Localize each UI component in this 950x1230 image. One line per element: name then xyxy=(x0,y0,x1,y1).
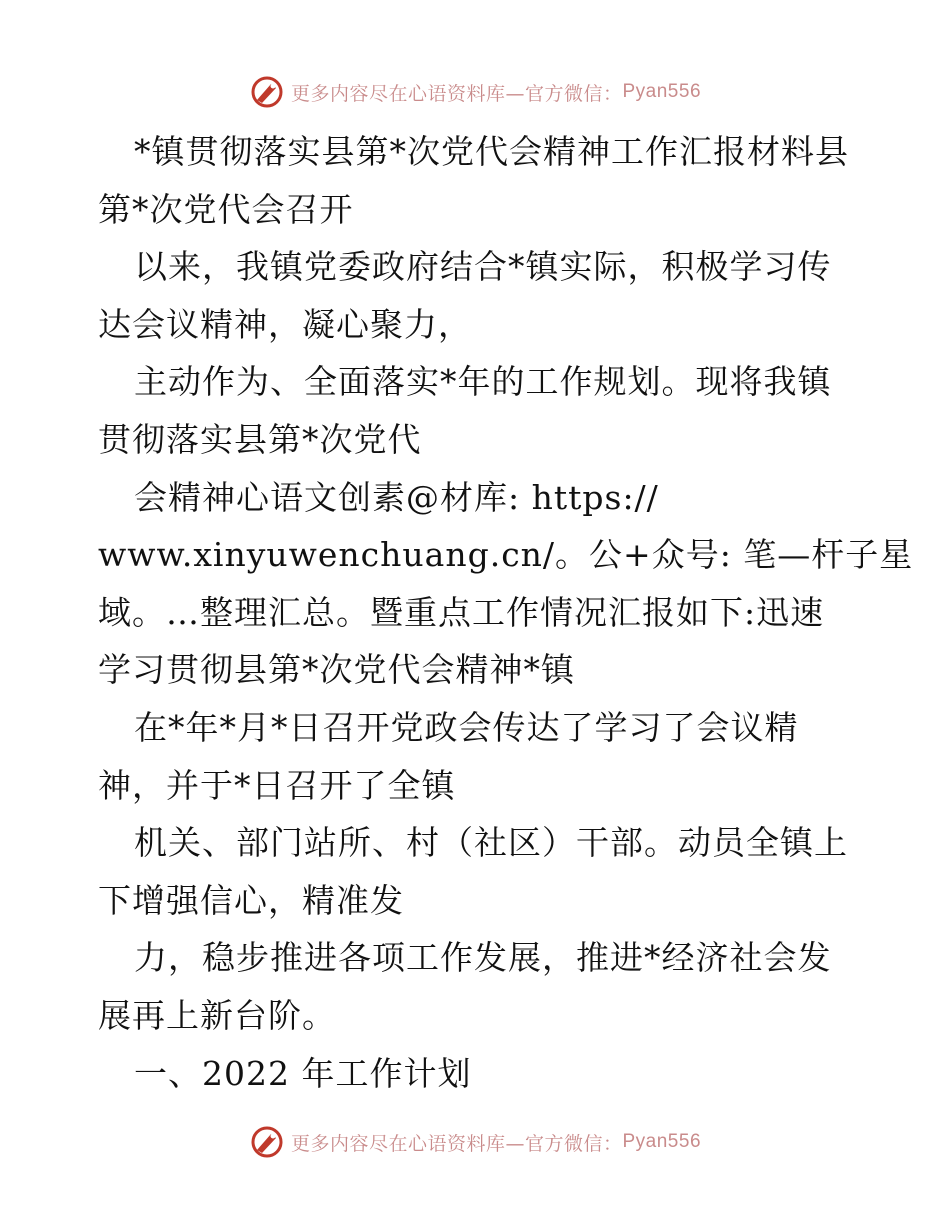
watermark-text: 更多内容尽在心语资料库— xyxy=(290,82,525,105)
watermark-wechat-id: Pyan556 xyxy=(622,81,702,102)
body-line: 学习贯彻县第*次党代会精神*镇 xyxy=(98,650,575,690)
footer-watermark xyxy=(0,1124,950,1160)
body-line: 下增强信心，精准发 xyxy=(98,880,404,920)
body-line: 展再上新台阶。 xyxy=(98,995,336,1035)
body-line: 以来，我镇党委政府结合*镇实际，积极学习传 xyxy=(134,247,832,287)
body-line: 力，稳步推进各项工作发展，推进*经济社会发 xyxy=(134,938,832,978)
body-line: 第*次党代会召开 xyxy=(98,189,354,229)
watermark-official-label: 官方微信： xyxy=(524,82,623,105)
body-line: 在*年*月*日召开党政会传达了学习了会议精 xyxy=(134,707,799,747)
body-line: 达会议精神，凝心聚力， xyxy=(98,304,472,344)
header-watermark xyxy=(0,74,950,110)
watermark-official-label: 官方微信： xyxy=(524,1132,623,1155)
pen-nib-circle-icon xyxy=(249,74,285,110)
section-heading: 一、2022 年工作计划 xyxy=(134,1053,472,1093)
body-line: 域。…整理汇总。暨重点工作情况汇报如下:迅速 xyxy=(98,592,825,632)
body-line: *镇贯彻落实县第*次党代会精神工作汇报材料县 xyxy=(134,132,849,171)
watermark-text: 更多内容尽在心语资料库— xyxy=(290,1132,525,1155)
document-body xyxy=(98,123,914,1102)
body-line: www.xinyuwenchuang.cn/。公+众号: 笔—杆子星 xyxy=(98,535,914,575)
body-line: 主动作为、全面落实*年的工作规划。现将我镇 xyxy=(134,362,832,402)
pen-nib-circle-icon xyxy=(249,1124,285,1160)
body-line: 机关、部门站所、村（社区）干部。动员全镇上 xyxy=(134,823,848,863)
body-line: 会精神心语文创素@材库: https:// xyxy=(134,477,659,517)
body-line: 贯彻落实县第*次党代 xyxy=(98,419,422,459)
body-line: 神，并于*日召开了全镇 xyxy=(98,765,456,805)
watermark-wechat-id: Pyan556 xyxy=(622,1131,702,1152)
